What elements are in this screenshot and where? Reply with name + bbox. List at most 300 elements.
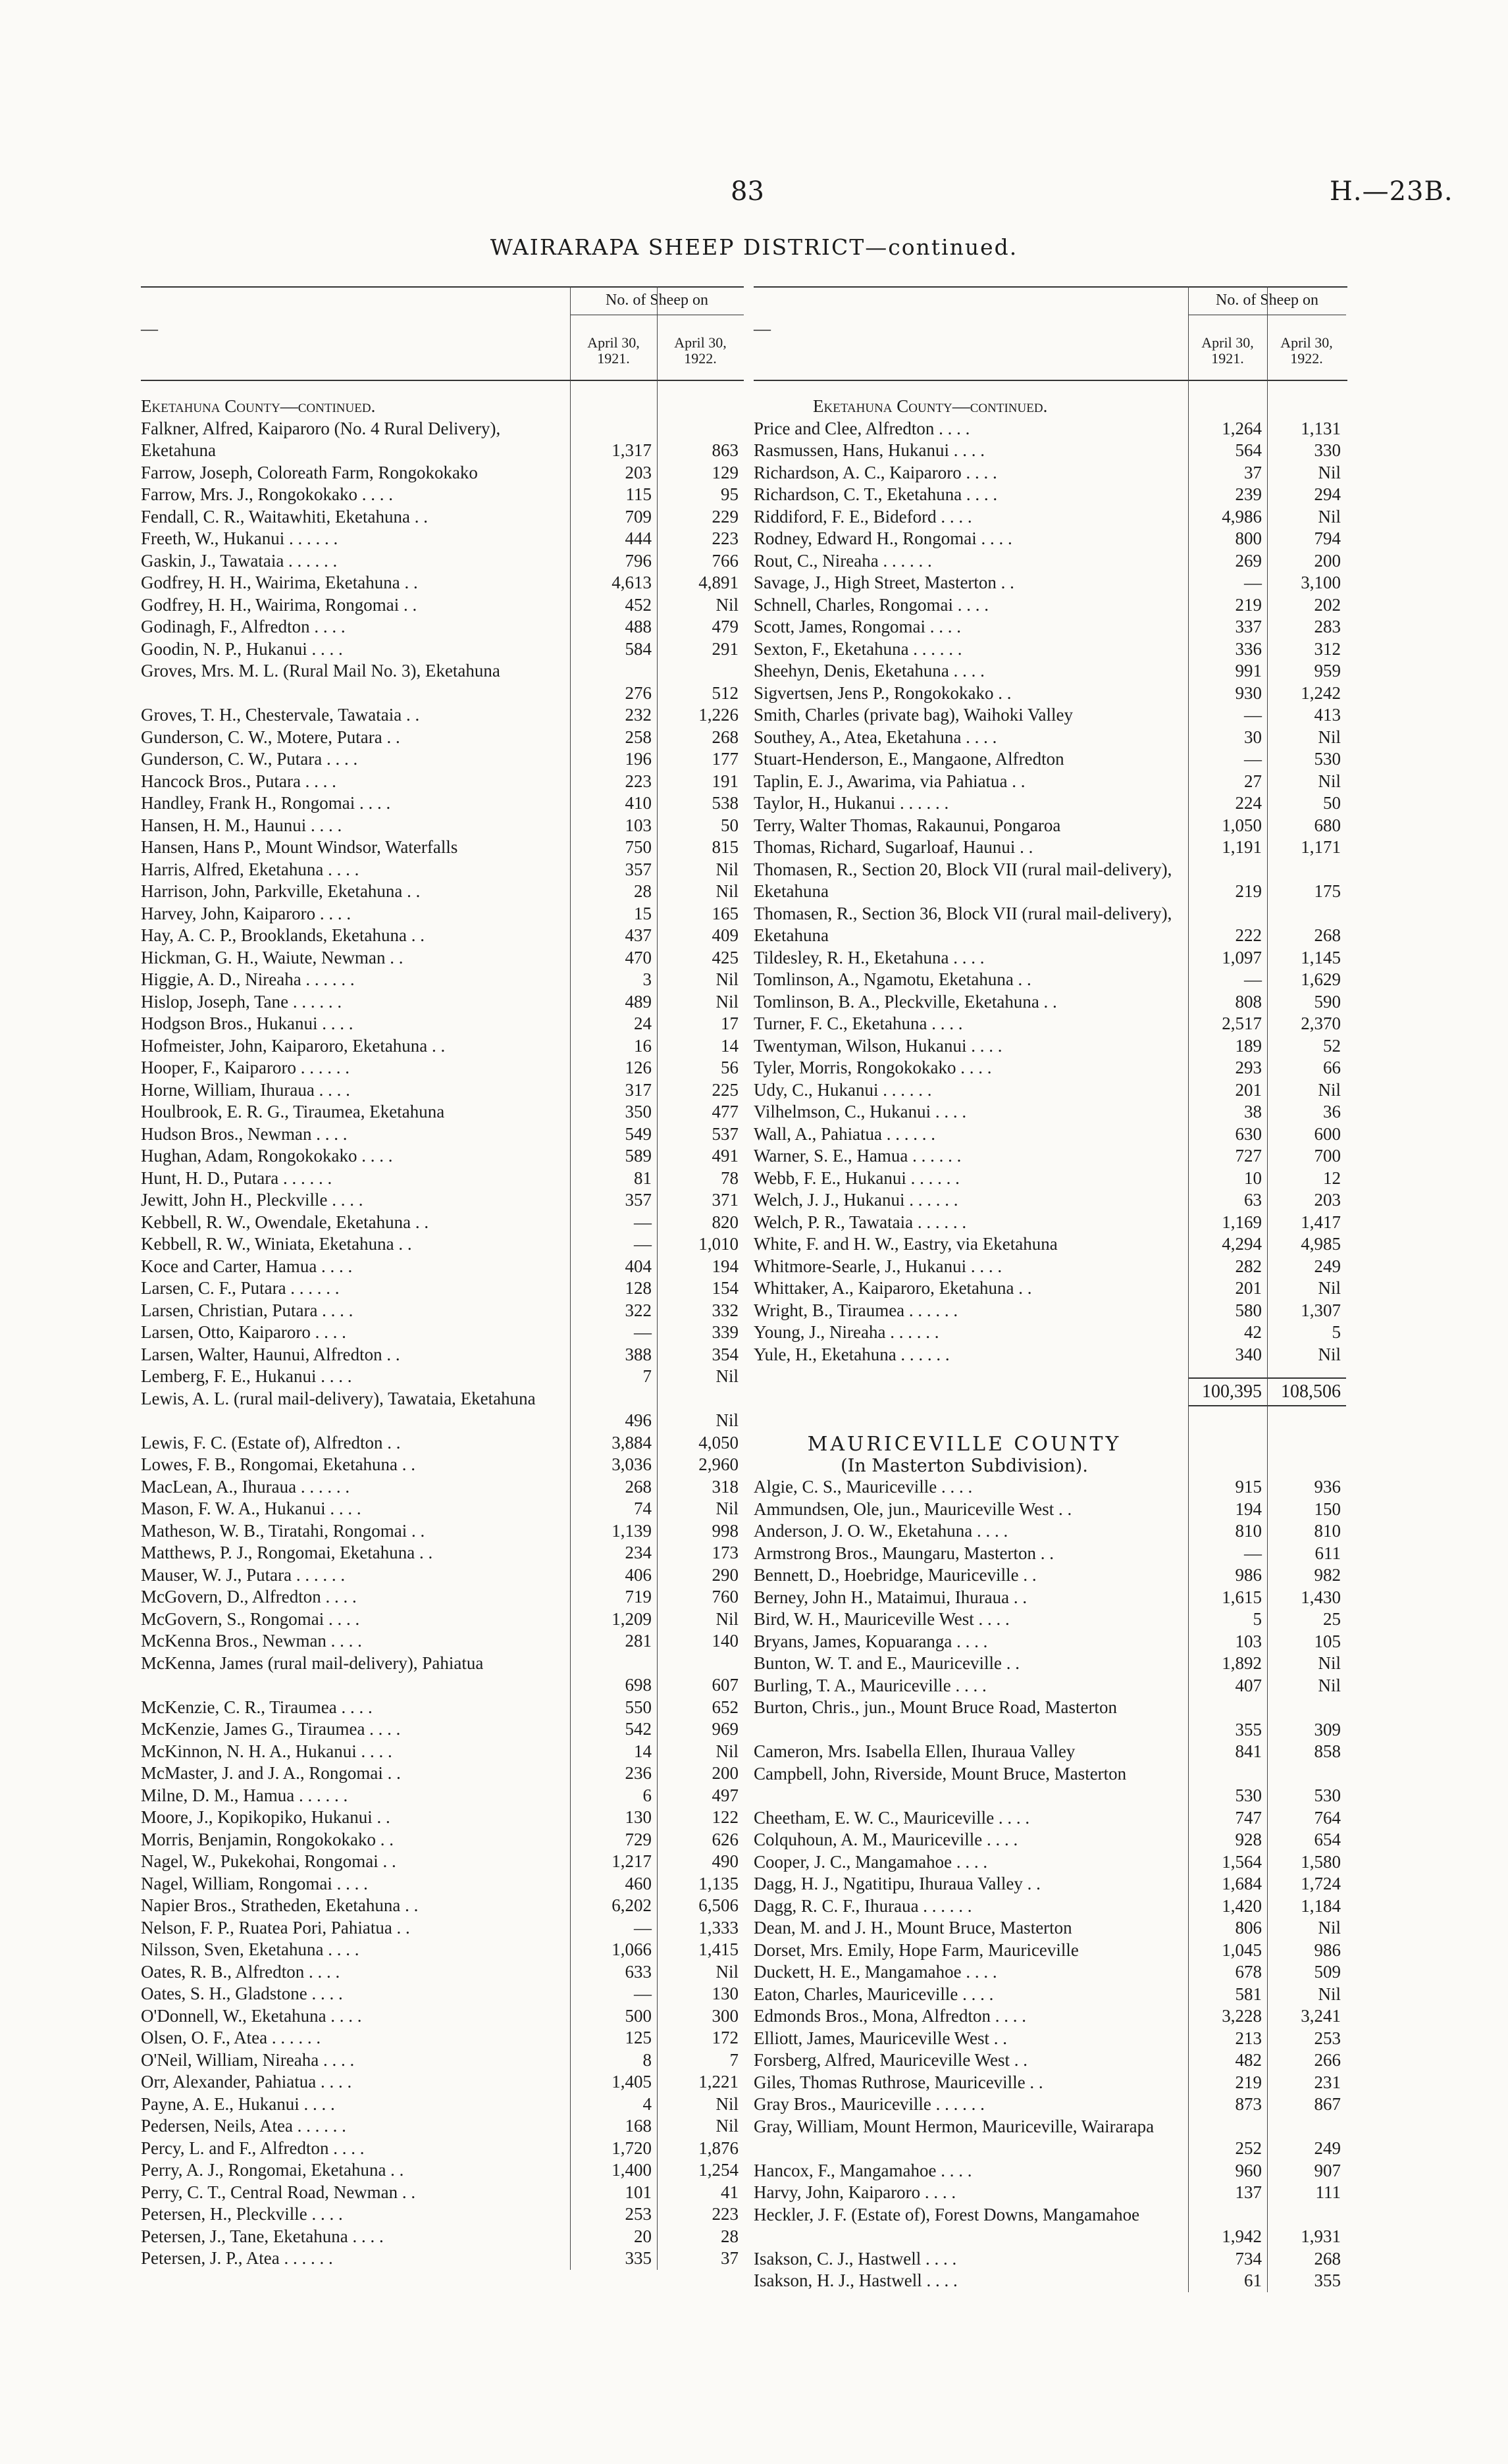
owner-name: Isakson, C. J., Hastwell . . . .: [754, 2248, 957, 2269]
table-row: [141, 2182, 744, 2204]
table-row: [141, 1277, 744, 1300]
sheep-1921: 20: [634, 2226, 652, 2246]
sheep-1922: 936: [1314, 1477, 1341, 1497]
sheep-1921: 125: [625, 2028, 652, 2047]
sheep-1921: 130: [625, 1807, 652, 1827]
owner-name: Stuart-Henderson, E., Mangaone, Alfredton: [754, 749, 1064, 769]
table-row: [754, 1013, 1347, 1035]
owner-name: Isakson, H. J., Hastwell . . . .: [754, 2271, 958, 2290]
table-row: [141, 2071, 744, 2093]
sheep-1922: 283: [1314, 617, 1341, 636]
owner-name: Hooper, F., Kaiparoro . . . . . .: [141, 1058, 350, 1077]
sheep-1921: 930: [1235, 682, 1262, 703]
owner-name: Taplin, E. J., Awarima, via Pahiatua . .: [754, 771, 1026, 791]
owner-name: Bryans, James, Kopuaranga . . . .: [754, 1631, 988, 1651]
owner-name: Hofmeister, John, Kaiparoro, Eketahuna . .: [141, 1035, 446, 1056]
owner-name: Twentyman, Wilson, Hukanui . . . .: [754, 1035, 1002, 1056]
table-row: [754, 1564, 1347, 1587]
sheep-1922: 2,960: [698, 1454, 739, 1474]
sheep-1922: 537: [712, 1123, 739, 1144]
sheep-1921: 6,202: [611, 1895, 652, 1915]
sheep-1922: 150: [1314, 1499, 1341, 1519]
table-row: [141, 1212, 744, 1234]
table-row: [754, 969, 1347, 991]
table-row: [141, 1718, 744, 1741]
sheep-1922: 249: [1314, 1256, 1341, 1276]
table-row: [141, 969, 744, 991]
sheep-1922: 479: [712, 617, 739, 636]
sheep-1921: 355: [1235, 1719, 1262, 1739]
sheep-1921: 236: [625, 1763, 652, 1783]
owner-name: Bird, W. H., Mauriceville West . . . .: [754, 1609, 1010, 1629]
sheep-1921: 222: [1235, 925, 1262, 945]
owner-name: Whittaker, A., Kaiparoro, Eketahuna . .: [754, 1278, 1032, 1298]
table-row: [141, 2027, 744, 2049]
owner-name: Perry, A. J., Rongomai, Eketahuna . .: [141, 2160, 404, 2180]
table-row: [754, 2028, 1347, 2050]
table-row: [141, 1762, 744, 1785]
sheep-1922: 78: [721, 1168, 739, 1188]
sheep-1922: 165: [712, 903, 739, 923]
sheep-1921: 915: [1235, 1477, 1262, 1497]
table-row: [141, 1542, 744, 1564]
table-row: [141, 1653, 744, 1697]
table-row: [141, 903, 744, 925]
sheep-1922: 4,891: [698, 573, 739, 592]
sheep-1921: 103: [1235, 1631, 1262, 1651]
owner-name: Southey, A., Atea, Eketahuna . . . .: [754, 727, 997, 747]
sheep-1921: 224: [1235, 793, 1262, 813]
table-row: [754, 1233, 1347, 1256]
sheep-1921: 589: [625, 1146, 652, 1166]
sheep-1921: 336: [1235, 638, 1262, 659]
sheep-1921: 500: [625, 2005, 652, 2026]
sheep-1922: 290: [712, 1564, 739, 1585]
table-row: [141, 1564, 744, 1587]
owner-name: Tomlinson, A., Ngamotu, Eketahuna . .: [754, 969, 1031, 989]
owner-name: Welch, J. J., Hukanui . . . . . .: [754, 1190, 958, 1210]
table-row: [754, 2270, 1347, 2292]
owner-name: Gray Bros., Mauriceville . . . . . .: [754, 2094, 985, 2114]
sheep-1922: 652: [712, 1697, 739, 1717]
table-row: [754, 1344, 1347, 1366]
sheep-1921: 750: [625, 837, 652, 857]
owner-name: Bennett, D., Hoebridge, Mauriceville . .: [754, 1565, 1037, 1585]
sheep-1921: 3,036: [611, 1454, 652, 1474]
sheep-1922: 1,724: [1301, 1874, 1341, 1893]
table-row: [141, 925, 744, 947]
table-row: [141, 1917, 744, 1939]
sheep-1922: Nil: [715, 1608, 739, 1629]
owner-name: Payne, A. E., Hukanui . . . .: [141, 2093, 335, 2114]
sheep-1921: 1,045: [1222, 1939, 1262, 1960]
sheep-1922: 820: [712, 1212, 739, 1232]
owner-name: Whitmore-Searle, J., Hukanui . . . .: [754, 1256, 1002, 1276]
sheep-1922: 223: [712, 528, 739, 548]
sheep-1922: 1,242: [1301, 682, 1341, 703]
sheep-1922: 17: [721, 1014, 739, 1033]
sheep-1922: 111: [1315, 2182, 1341, 2202]
owner-name: Goodin, N. P., Hukanui . . . .: [141, 638, 343, 659]
owner-name: Godfrey, H. H., Wairima, Eketahuna . .: [141, 573, 418, 592]
header-year-1922: April 30, 1922.: [674, 334, 727, 367]
sheep-1922: Nil: [715, 2093, 739, 2114]
sheep-1922: 223: [712, 2204, 739, 2224]
table-row: [141, 2247, 744, 2270]
sheep-1922: 191: [712, 771, 739, 791]
table-row: [754, 1851, 1347, 1874]
sheep-1921: 564: [1235, 440, 1262, 460]
owner-name: Dean, M. and J. H., Mount Bruce, Masterton: [754, 1918, 1072, 1938]
sheep-1921: 444: [625, 528, 652, 548]
table-row: [141, 1476, 744, 1499]
table-row: [141, 2159, 744, 2182]
sheep-1921: 1,209: [611, 1608, 652, 1629]
owner-name: Terry, Walter Thomas, Rakaunui, Pongaroa: [754, 815, 1061, 835]
sheep-1922: 4,985: [1301, 1234, 1341, 1254]
owner-name: McKenna, James (rural mail-delivery), Pahiatua: [141, 1653, 484, 1673]
owner-name: Hodgson Bros., Hukanui . . . .: [141, 1014, 353, 1033]
owner-name: McGovern, D., Alfredton . . . .: [141, 1587, 357, 1606]
owner-name: Edmonds Bros., Mona, Alfredton . . . .: [754, 2006, 1026, 2026]
sheep-1922: 969: [712, 1719, 739, 1739]
owner-name: Smith, Charles (private bag), Waihoki Valley: [754, 705, 1073, 725]
table-row: [754, 638, 1347, 661]
owner-name: Wright, B., Tiraumea . . . . . .: [754, 1300, 958, 1320]
sheep-1922: Nil: [1318, 1653, 1341, 1673]
owner-name: Kebbell, R. W., Winiata, Eketahuna . .: [141, 1234, 412, 1254]
sheep-1921: 357: [625, 859, 652, 879]
table-row: [141, 1300, 744, 1322]
sheep-1922: 249: [1314, 2138, 1341, 2158]
sheep-1922: 140: [712, 1631, 739, 1651]
sheep-1921: 223: [625, 771, 652, 791]
table-row: [141, 727, 744, 749]
table-row: [754, 748, 1347, 771]
owner-name: Percy, L. and F., Alfredton . . . .: [141, 2138, 365, 2158]
sheep-1922: 172: [712, 2028, 739, 2047]
sheep-1922: 858: [1314, 1741, 1341, 1761]
sheep-1922: 1,145: [1301, 947, 1341, 967]
owner-name: Matheson, W. B., Tiratahi, Rongomai . .: [141, 1520, 425, 1541]
owner-name: Dorset, Mrs. Emily, Hope Farm, Mauriceville: [754, 1939, 1079, 1960]
table-row: [754, 1057, 1347, 1079]
owner-name: Rasmussen, Hans, Hukanui . . . .: [754, 440, 985, 460]
sheep-1922: 332: [712, 1300, 739, 1320]
owner-name: Moore, J., Kopikopiko, Hukanui . .: [141, 1807, 390, 1827]
owner-name: Dagg, H. J., Ngatitipu, Ihuraua Valley . .: [754, 1874, 1041, 1893]
table-row: [754, 682, 1347, 705]
sheep-1921: 698: [625, 1675, 652, 1695]
sheep-1921: —: [634, 1234, 652, 1254]
table-row: [141, 1741, 744, 1763]
owner-name: Campbell, John, Riverside, Mount Bruce, Masterton: [754, 1763, 1127, 1784]
table-row: [754, 1520, 1347, 1543]
sheep-1922: 291: [712, 638, 739, 659]
owner-name: Hay, A. C. P., Brooklands, Eketahuna . .: [141, 925, 425, 945]
sheep-1921: 335: [625, 2248, 652, 2268]
table-row: [754, 2116, 1347, 2160]
owner-name: Welch, P. R., Tawataia . . . . . .: [754, 1212, 967, 1232]
sheep-1922: 203: [1314, 1190, 1341, 1210]
table-row: [141, 1256, 744, 1278]
sheep-1921: —: [1244, 705, 1262, 725]
sheep-1922: 177: [712, 749, 739, 769]
table-row: [754, 440, 1347, 462]
sheep-1922: 4,050: [698, 1432, 739, 1452]
sheep-1922: 700: [1314, 1146, 1341, 1166]
sheep-1922: 530: [1314, 749, 1341, 769]
sheep-1921: 27: [1244, 771, 1262, 791]
table-row: [141, 1807, 744, 1829]
table-row: [754, 2072, 1347, 2094]
owner-name: Hunt, H. D., Putara . . . . . .: [141, 1168, 332, 1188]
sheep-1921: 550: [625, 1697, 652, 1717]
table-row: [141, 594, 744, 617]
sheep-1921: 796: [625, 550, 652, 571]
sheep-1921: —: [634, 1212, 652, 1232]
sheep-1922: 815: [712, 837, 739, 857]
sheep-1922: 538: [712, 793, 739, 813]
sheep-1921: 5: [1253, 1609, 1262, 1629]
sheep-1921: 580: [1235, 1300, 1262, 1320]
sheep-1922: 2,370: [1301, 1014, 1341, 1033]
page-number: 83: [731, 176, 764, 207]
sheep-1921: 1,317: [611, 440, 652, 460]
table-row: [141, 881, 744, 903]
table-row: [754, 660, 1347, 682]
owner-name: Lemberg, F. E., Hukanui . . . .: [141, 1366, 352, 1386]
sheep-1921: 293: [1235, 1058, 1262, 1077]
sheep-1922: Nil: [715, 881, 739, 901]
owner-name: Larsen, Christian, Putara . . . .: [141, 1300, 353, 1320]
sheep-1921: 3: [642, 969, 652, 989]
sheep-1921: 1,420: [1222, 1895, 1262, 1916]
sheep-1921: —: [634, 1984, 652, 2003]
sheep-1921: 337: [1235, 617, 1262, 636]
table-row: [754, 2160, 1347, 2182]
sheep-1921: 258: [625, 727, 652, 747]
sheep-1921: 219: [1235, 594, 1262, 615]
sheep-1921: 74: [634, 1499, 652, 1518]
sheep-1922: 1,417: [1301, 1212, 1341, 1232]
sheep-1921: 549: [625, 1123, 652, 1144]
table-row: [141, 1035, 744, 1058]
sheep-1922: 6,506: [698, 1895, 739, 1915]
sheep-1921: 747: [1235, 1807, 1262, 1828]
sheep-1921: 282: [1235, 1256, 1262, 1276]
table-row: [754, 1741, 1347, 1763]
table-row: [141, 748, 744, 771]
owner-name: Cooper, J. C., Mangamahoe . . . .: [754, 1851, 988, 1872]
table-row: [754, 1168, 1347, 1190]
sheep-1921: 101: [625, 2182, 652, 2202]
sheep-1922: 1,580: [1301, 1851, 1341, 1872]
sheep-1921: 470: [625, 947, 652, 967]
sheep-1921: 203: [625, 462, 652, 482]
owner-name: Udy, C., Hukanui . . . . . .: [754, 1079, 932, 1100]
table-body: [754, 381, 1347, 2292]
sheep-1922: 36: [1323, 1102, 1341, 1121]
owner-name: Milne, D. M., Hamua . . . . . .: [141, 1785, 348, 1805]
sheep-1921: 584: [625, 638, 652, 659]
sheep-1921: 1,191: [1222, 837, 1262, 857]
table-row: [141, 1829, 744, 1851]
sheep-1922: 318: [712, 1476, 739, 1497]
sheep-1922: Nil: [715, 2116, 739, 2136]
owner-name: McKinnon, N. H. A., Hukanui . . . .: [141, 1741, 392, 1761]
owner-name: Handley, Frank H., Rongomai . . . .: [141, 793, 391, 813]
owner-name: Berney, John H., Mataimui, Ihuraua . .: [754, 1587, 1027, 1607]
owner-name: Mauser, W. J., Putara . . . . . .: [141, 1564, 346, 1585]
sheep-1922: 154: [712, 1278, 739, 1298]
owner-name: Hickman, G. H., Waiute, Newman . .: [141, 947, 403, 967]
sheep-1922: 590: [1314, 991, 1341, 1012]
owner-name: Nagel, William, Rongomai . . . .: [141, 1873, 368, 1893]
owner-name: Kebbell, R. W., Owendale, Eketahuna . .: [141, 1212, 429, 1232]
owner-name: Gunderson, C. W., Motere, Putara . .: [141, 727, 400, 747]
sheep-1922: 194: [712, 1256, 739, 1276]
sheep-1922: 760: [712, 1587, 739, 1606]
table-row: [754, 1476, 1347, 1499]
owner-name: Hansen, H. M., Haunui . . . .: [141, 815, 342, 835]
table-row: [141, 1520, 744, 1543]
owner-name: Groves, Mrs. M. L. (Rural Mail No. 3), Eketahuna: [141, 661, 500, 680]
owner-name: Warner, S. E., Hamua . . . . . .: [754, 1146, 962, 1166]
table-row: [754, 2005, 1347, 2028]
sheep-1922: 300: [712, 2005, 739, 2026]
sheep-1921: 410: [625, 793, 652, 813]
sheep-1921: —: [1244, 969, 1262, 989]
owner-name: Jewitt, John H., Pleckville . . . .: [141, 1190, 363, 1210]
section-subtitle: (In Masterton Subdivision).: [841, 1456, 1088, 1476]
sheep-1921: 727: [1235, 1146, 1262, 1166]
sheep-1921: 357: [625, 1190, 652, 1210]
owner-name: Olsen, O. F., Atea . . . . . .: [141, 2028, 321, 2047]
table-row: [754, 1256, 1347, 1278]
sheep-1921: 4,986: [1222, 506, 1262, 526]
sheep-1922: Nil: [715, 594, 739, 615]
sheep-1921: 407: [1235, 1675, 1262, 1695]
sheep-1922: 371: [712, 1190, 739, 1210]
sheep-1922: 654: [1314, 1830, 1341, 1849]
table-row: [754, 1145, 1347, 1168]
sheep-1922: 175: [1314, 881, 1341, 901]
sheep-1921: 482: [1235, 2050, 1262, 2070]
table-row: [141, 1322, 744, 1344]
sheep-1922: 867: [1314, 2094, 1341, 2114]
table-row: [141, 1057, 744, 1079]
sheep-1922: 1,415: [698, 1939, 739, 1959]
sheep-1921: 806: [1235, 1918, 1262, 1938]
sheep-1922: Nil: [715, 1410, 739, 1430]
sheep-1922: 50: [1323, 793, 1341, 813]
owner-name: Farrow, Joseph, Coloreath Farm, Rongokokako: [141, 462, 478, 482]
owner-name: Burling, T. A., Mauriceville . . . .: [754, 1675, 987, 1695]
owner-name: Savage, J., High Street, Masterton . .: [754, 573, 1014, 592]
owner-name: Young, J., Nireaha . . . . . .: [754, 1322, 939, 1342]
sheep-1921: 460: [625, 1873, 652, 1893]
table-row: [141, 836, 744, 859]
table-row: [754, 1895, 1347, 1918]
owner-name: Richardson, A. C., Kaiparoro . . . .: [754, 462, 997, 482]
owner-name: Perry, C. T., Central Road, Newman . .: [141, 2182, 416, 2202]
sheep-1921: 126: [625, 1058, 652, 1077]
sheep-1922: 52: [1323, 1035, 1341, 1056]
owner-name: Petersen, J., Tane, Eketahuna . . . .: [141, 2226, 384, 2246]
sheep-1922: 1,430: [1301, 1587, 1341, 1607]
sheep-1922: 5: [1332, 1322, 1341, 1342]
table-row: [754, 991, 1347, 1014]
table-row: [754, 1543, 1347, 1565]
sheep-1921: 219: [1235, 2072, 1262, 2092]
sheep-1922: 982: [1314, 1565, 1341, 1585]
table-row: [754, 418, 1347, 440]
sheep-1922: 122: [712, 1807, 739, 1827]
sheep-1922: 3,100: [1301, 573, 1341, 592]
owner-name: Vilhelmson, C., Hukanui . . . .: [754, 1102, 967, 1121]
table-row: [754, 815, 1347, 837]
table-row: [141, 1961, 744, 1984]
sheep-1922: 268: [712, 727, 739, 747]
owner-name: McKenzie, James G., Tiraumea . . . .: [141, 1719, 401, 1739]
owner-name: Pedersen, Neils, Atea . . . . . .: [141, 2116, 346, 2136]
sheep-1922: Nil: [1318, 1079, 1341, 1100]
table-row: [141, 1432, 744, 1454]
sheep-1922: 105: [1314, 1631, 1341, 1651]
sheep-1922: 490: [712, 1851, 739, 1871]
sheep-1921: 810: [1235, 1521, 1262, 1541]
sheep-1922: 863: [712, 440, 739, 460]
sheep-1922: 202: [1314, 594, 1341, 615]
table-row: [754, 859, 1347, 903]
table-row: [141, 1168, 744, 1190]
table-row: [141, 1013, 744, 1035]
owner-name: Larsen, Walter, Haunui, Alfredton . .: [141, 1344, 400, 1364]
table-row: [141, 462, 744, 484]
sheep-1921: 1,400: [611, 2160, 652, 2180]
table-row: [141, 1366, 744, 1388]
table-row: [141, 2226, 744, 2248]
owner-name: MacLean, A., Ihuraua . . . . . .: [141, 1476, 350, 1497]
owner-name: Cheetham, E. W. C., Mauriceville . . . .: [754, 1807, 1030, 1828]
document-reference: H.—23B.: [1330, 176, 1453, 207]
table-row: [141, 1344, 744, 1366]
sheep-1922: 56: [721, 1058, 739, 1077]
table-row: [754, 1189, 1347, 1212]
sheep-1922: 354: [712, 1344, 739, 1364]
table-row: [754, 1631, 1347, 1653]
owner-name: Cameron, Mrs. Isabella Ellen, Ihuraua Valley: [754, 1741, 1076, 1761]
sheep-1921: 808: [1235, 991, 1262, 1012]
sheep-1922: 25: [1323, 1609, 1341, 1629]
sheep-1921: 1,050: [1222, 815, 1262, 835]
sheep-1921: 1,564: [1222, 1851, 1262, 1872]
sheep-1922: 200: [712, 1763, 739, 1783]
table-row: [141, 506, 744, 528]
table-row: [141, 1983, 744, 2005]
owner-name: Rout, C., Nireaha . . . . . .: [754, 550, 932, 571]
sheep-1921: 14: [634, 1741, 652, 1761]
sheep-1922: 339: [712, 1322, 739, 1342]
owner-name: Thomasen, R., Section 20, Block VII (rural mail-delivery), Eketahuna: [754, 859, 1172, 901]
owner-name: Hislop, Joseph, Tane . . . . . .: [141, 991, 342, 1012]
table-row: [754, 1300, 1347, 1322]
table-row: [754, 616, 1347, 638]
table-row: [754, 1917, 1347, 1939]
table-row: [754, 1277, 1347, 1300]
owner-name: Giles, Thomas Ruthrose, Mauriceville . .: [754, 2072, 1043, 2092]
